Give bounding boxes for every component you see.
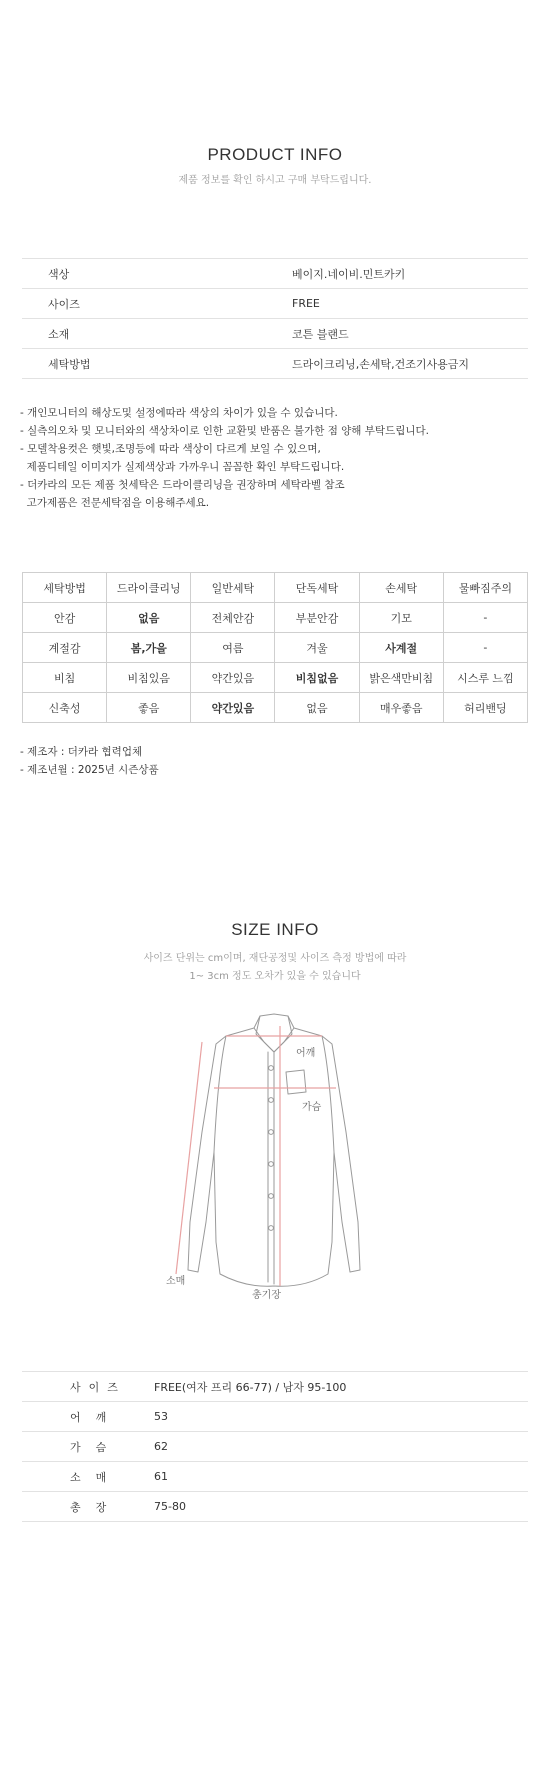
product-info-table [22,258,528,379]
table-cell: 안감 [23,603,107,633]
row-value: 드라이크리닝,손세탁,건조기사용금지 [292,349,528,379]
size-note-line: 사이즈 단위는 cm이며, 재단공정및 사이즈 측정 방법에 따라 [143,953,407,964]
table-cell: 전체안감 [191,603,275,633]
table-cell: 약간있음 [191,693,275,723]
button-6 [269,1226,274,1231]
collar-band [256,1016,292,1052]
maker-info [20,743,530,779]
table-row [22,349,528,379]
table-row [22,289,528,319]
sleeve-label: 소매 [166,1276,186,1287]
table-cell: 기모 [359,603,443,633]
table-cell: 허리밴딩 [443,693,527,723]
placket [268,1052,274,1284]
table-row [22,1432,528,1462]
button-5 [269,1194,274,1199]
row-label: 사이즈 [22,289,292,319]
shirt-size-diagram [168,1012,388,1302]
table-cell: 계절감 [23,633,107,663]
button-1 [269,1066,274,1071]
button-3 [269,1130,274,1135]
notice-line: - 개인모니터의 해상도및 설정에따라 색상의 차이가 있을 수 있습니다. [20,407,338,419]
table-row [22,319,528,349]
table-cell: - [443,633,527,663]
row-value: 베이지.네이비.민트카키 [292,259,528,289]
table-cell: 단독세탁 [275,573,359,603]
row-value: 61 [154,1462,528,1492]
row-value: FREE [292,289,528,319]
row-value: 53 [154,1402,528,1432]
size-note-line: 1~ 3cm 정도 오차가 있을 수 있습니다 [189,971,361,982]
notice-line: - 모델착용컷은 햇빛,조명등에 따라 색상이 다르게 보일 수 있으며, [20,443,321,455]
button-2 [269,1098,274,1103]
notice-list [20,404,530,512]
table-cell: 매우좋음 [359,693,443,723]
row-label: 세탁방법 [22,349,292,379]
table-row [23,693,528,723]
row-label: 사이즈 [22,1372,154,1402]
table-cell: 비침없음 [275,663,359,693]
pocket [286,1070,306,1094]
row-label: 총장 [22,1492,154,1522]
maker-line: - 제조년월 : 2025년 시즌상품 [20,764,159,776]
row-value: 코튼 블랜드 [292,319,528,349]
row-value: 62 [154,1432,528,1462]
table-row [22,1492,528,1522]
table-cell: 손세탁 [359,573,443,603]
row-value: FREE(여자 프리 66-77) / 남자 95-100 [154,1372,528,1402]
table-cell: 부분안감 [275,603,359,633]
care-table [22,572,528,723]
notice-line: 고가제품은 전문세탁점을 이용해주세요. [20,497,210,509]
table-row [23,663,528,693]
row-label: 색상 [22,259,292,289]
table-row [23,633,528,663]
shoulder-label: 어깨 [296,1048,316,1059]
table-cell: 일반세탁 [191,573,275,603]
table-row [23,603,528,633]
table-cell: 물빠짐주의 [443,573,527,603]
table-cell: 봄,가을 [107,633,191,663]
size-info-title: SIZE INFO [231,920,319,939]
table-cell: 없음 [275,693,359,723]
table-row [23,573,528,603]
length-label: 총기장 [252,1290,281,1301]
table-cell: 약간있음 [191,663,275,693]
table-cell: 겨울 [275,633,359,663]
button-4 [269,1162,274,1167]
table-cell: 좋음 [107,693,191,723]
row-label: 어깨 [22,1402,154,1432]
maker-line: - 제조자 : 더카라 협력업체 [20,746,143,758]
row-value: 75-80 [154,1492,528,1522]
product-info-subtitle: 제품 정보를 확인 하시고 구매 부탁드립니다. [178,175,372,186]
table-row [22,259,528,289]
table-cell: 신축성 [23,693,107,723]
product-info-title: PRODUCT INFO [207,145,343,164]
table-cell: 시스루 느낌 [443,663,527,693]
table-row [22,1372,528,1402]
table-cell: 밝은색만비침 [359,663,443,693]
collar-outline [254,1014,294,1052]
size-info-subtitle [0,950,550,986]
table-row [22,1402,528,1432]
table-cell: 사계절 [359,633,443,663]
table-cell: 드라이클리닝 [107,573,191,603]
chest-label: 가슴 [302,1102,322,1113]
row-label: 소매 [22,1462,154,1492]
table-cell: 여름 [191,633,275,663]
table-cell: 세탁방법 [23,573,107,603]
notice-line: 제품디테일 이미지가 실제색상과 가까우니 꼼꼼한 확인 부탁드립니다. [20,461,345,473]
row-label: 소재 [22,319,292,349]
table-cell: - [443,603,527,633]
table-cell: 비침 [23,663,107,693]
size-table [22,1371,528,1522]
notice-line: - 더카라의 모든 제품 첫세탁은 드라이클리닝을 권장하며 세탁라벨 참조 [20,479,345,491]
notice-line: - 실측의오차 및 모니터와의 색상차이로 인한 교환및 반품은 불가한 점 양해 부탁드립니다. [20,425,429,437]
right-armhole [322,1036,334,1152]
table-cell: 비침있음 [107,663,191,693]
left-armhole [214,1036,226,1152]
table-cell: 없음 [107,603,191,633]
row-label: 가슴 [22,1432,154,1462]
table-row [22,1462,528,1492]
